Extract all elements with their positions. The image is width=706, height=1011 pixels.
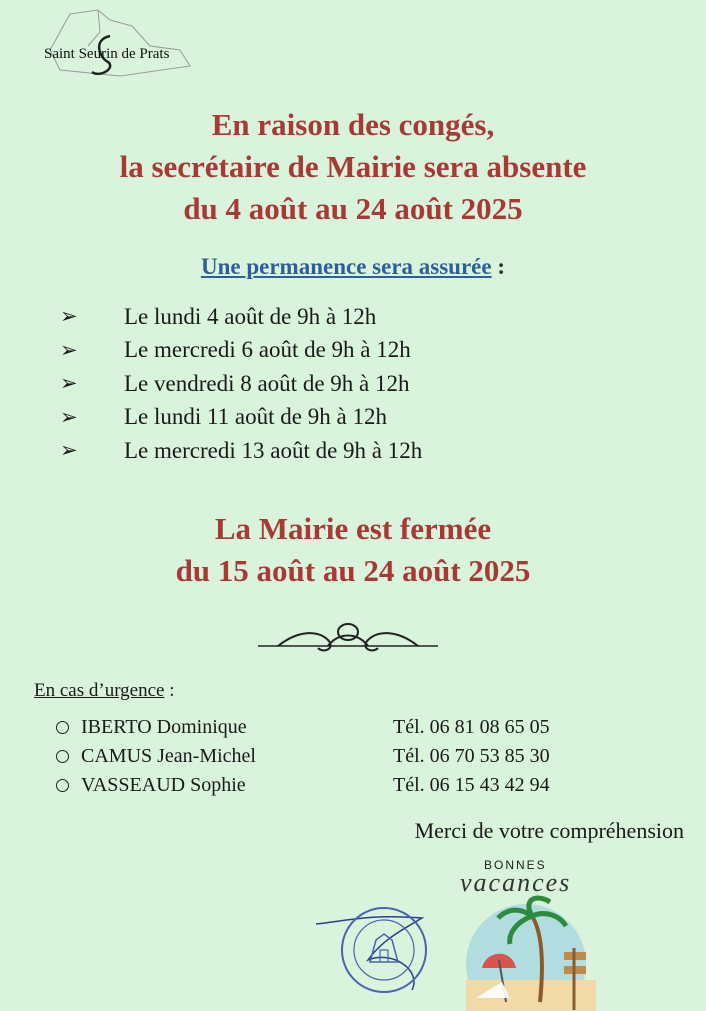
contact-name: VASSEAUD Sophie xyxy=(81,774,246,796)
schedule-item xyxy=(60,300,422,334)
schedule-item xyxy=(60,334,422,368)
bonnes-vacances-illustration xyxy=(446,852,616,1011)
contact-row xyxy=(56,742,596,771)
schedule-item-text: Le lundi 11 août de 9h à 12h xyxy=(124,404,387,430)
contact-phone: Tél. 06 70 53 85 30 xyxy=(393,745,550,767)
contact-row xyxy=(56,771,596,800)
contact-phone: Tél. 06 15 43 42 94 xyxy=(393,774,550,796)
absence-headline xyxy=(0,104,706,230)
circle-bullet-icon xyxy=(56,721,69,734)
schedule-item-text: Le mercredi 13 août de 9h à 12h xyxy=(124,437,423,463)
headline-line-1: En raison des congés, xyxy=(211,107,495,142)
contact-name: IBERTO Dominique xyxy=(81,716,247,738)
arrow-bullet-icon: ➢ xyxy=(60,404,78,429)
contact-row xyxy=(56,713,596,742)
permanence-title-text: Une permanence sera assurée xyxy=(200,254,492,279)
vacances-text: vacances xyxy=(460,868,572,897)
circle-bullet-icon xyxy=(56,750,69,763)
bonnes-text: BONNES xyxy=(484,858,547,872)
contact-list xyxy=(56,713,596,800)
urgence-label xyxy=(34,680,175,702)
contact-phone: Tél. 06 81 08 65 05 xyxy=(393,716,550,738)
closure-line-1: La Mairie est fermée xyxy=(214,511,492,546)
headline-line-2: la secrétaire de Mairie sera absente xyxy=(119,149,587,184)
permanence-title xyxy=(0,254,706,280)
contact-name: CAMUS Jean-Michel xyxy=(81,745,256,767)
beach-scene-icon xyxy=(446,852,616,1011)
arrow-bullet-icon: ➢ xyxy=(60,304,78,329)
schedule-item xyxy=(60,434,422,468)
permanence-colon: : xyxy=(497,254,506,279)
logo-text: Saint Seurin de Prats xyxy=(44,46,170,62)
circle-bullet-icon xyxy=(56,779,69,792)
commune-logo xyxy=(40,6,200,86)
mairie-stamp xyxy=(312,900,452,1005)
headline-line-3: du 4 août au 24 août 2025 xyxy=(183,191,523,226)
thanks-text: Merci de votre compréhension xyxy=(414,818,684,843)
arrow-bullet-icon: ➢ xyxy=(60,337,78,362)
arrow-bullet-icon: ➢ xyxy=(60,371,78,396)
arrow-bullet-icon: ➢ xyxy=(60,438,78,463)
closure-headline xyxy=(0,508,706,592)
urgence-colon: : xyxy=(169,680,175,701)
schedule-item xyxy=(60,367,422,401)
permanence-schedule xyxy=(60,300,422,468)
urgence-label-text: En cas d’urgence xyxy=(34,680,165,701)
schedule-item-text: Le mercredi 6 août de 9h à 12h xyxy=(124,337,411,363)
closure-line-2: du 15 août au 24 août 2025 xyxy=(175,553,531,588)
ornament-divider-icon xyxy=(258,610,438,665)
schedule-item xyxy=(60,401,422,435)
schedule-item-text: Le vendredi 8 août de 9h à 12h xyxy=(124,370,410,396)
schedule-item-text: Le lundi 4 août de 9h à 12h xyxy=(124,303,377,329)
